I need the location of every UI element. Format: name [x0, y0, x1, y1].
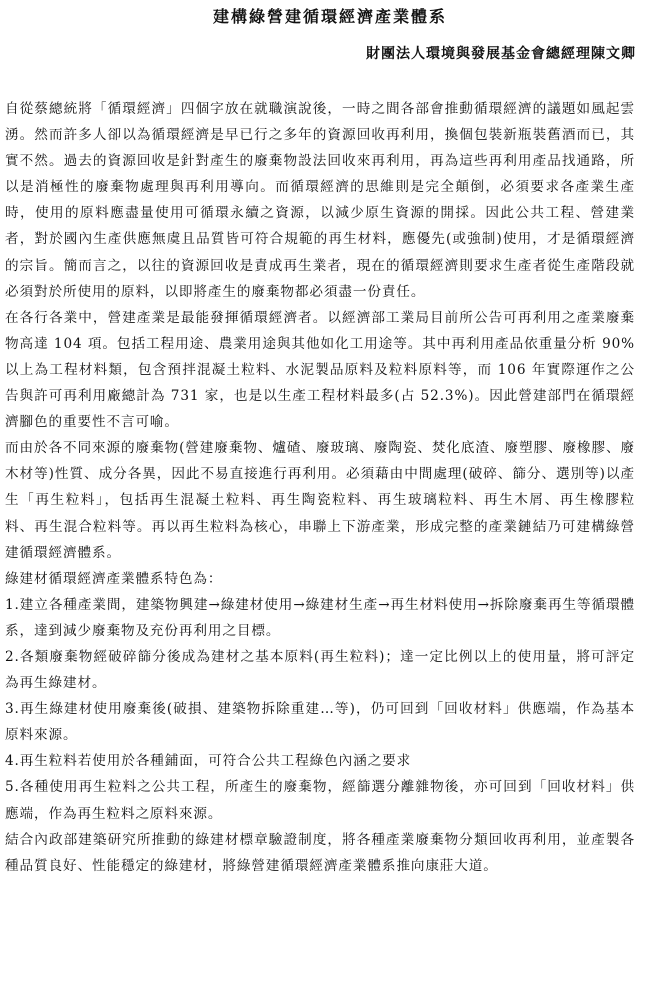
- document-body: [5, 96, 635, 879]
- paragraph-construction-industry: 在各行各業中，營建產業是最能發揮循環經濟者。以經濟部工業局目前所公告可再利用之產業廢棄物高達 104 項。包括工程用途、農業用途與其他如化工用途等。其中再利用產品依重量分析 90%以上為工程材料類，包含預拌混凝土粒料、水泥製品原料及粒料原料等，而 106 年實際運作之公告與許可再利用廠總計為 731 家，也是以生產工程材料最多(占 52.3%)。因此營建部門在循環經濟腳色的重要性不言可喻。: [5, 309, 635, 431]
- document-title: 建構綠營建循環經濟產業體系: [212, 7, 447, 26]
- list-item-2: 2.各類廢棄物經破碎篩分後成為建材之基本原料(再生粒料)；達一定比例以上的使用量，將可評定為再生綠建材。: [5, 648, 635, 692]
- paragraph-conclusion: 結合內政部建築研究所推動的綠建材標章驗證制度，將各種產業廢棄物分類回收再利用，並產製各種品質良好、性能穩定的綠建材，將綠營建循環經濟產業體系推向康莊大道。: [5, 831, 635, 874]
- list-item-5: 5.各種使用再生粒料之公共工程，所產生的廢棄物，經篩選分離雜物後，亦可回到「回收材料」供應端，作為再生粒料之原料來源。: [5, 779, 635, 822]
- author-line: 財團法人環境與發展基金會總經理陳文卿: [366, 46, 636, 62]
- list-item-1: 1.建立各種產業間，建築物興建→綠建材使用→綠建材生產→再生材料使用→拆除廢棄再生等循環體系，達到減少廢棄物及充份再利用之目標。: [5, 596, 635, 639]
- list-item-3: 3.再生綠建材使用廢棄後(破損、建築物拆除重建…等)，仍可回到「回收材料」供應端，作為基本原料來源。: [5, 701, 635, 744]
- paragraph-recycled-aggregate: 而由於各不同來源的廢棄物(營建廢棄物、爐碴、廢玻璃、廢陶瓷、焚化底渣、廢塑膠、廢橡膠、廢木材等)性質、成分各異，因此不易直接進行再利用。必須藉由中間處理(破碎、篩分、選別等)以產生「再生粒料」，包括再生混凝土粒料、再生陶瓷粒料、再生玻璃粒料、再生木屑、再生橡膠粒料、再生混合粒料等。再以再生粒料為核心，串聯上下游產業，形成完整的產業鏈結乃可建構綠營建循環經濟體系。: [5, 440, 635, 561]
- list-item-4: 4.再生粒料若使用於各種鋪面，可符合公共工程綠色內涵之要求: [5, 753, 412, 770]
- paragraph-intro: 自從蔡總統將「循環經濟」四個字放在就職演說後，一時之間各部會推動循環經濟的議題如風起雲湧。然而許多人卻以為循環經濟是早已行之多年的資源回收再利用，換個包裝新瓶裝舊酒而已，其實不然。過去的資源回收是針對產生的廢棄物設法回收來再利用，再為這些再利用產品找通路，所以是消極性的廢棄物處理與再利用導向。而循環經濟的思維則是完全顛倒，必須要求各產業生產時，使用的原料應盡量使用可循環永續之資源，以減少原生資源的開採。因此公共工程、營建業者，對於國內生產供應無虞且品質皆可符合規範的再生材料，應優先(或強制)使用，才是循環經濟的宗旨。簡而言之，以往的資源回收是責成再生業者，現在的循環經濟則要求生產者從生產階段就必須對於所使用的原料，以即將產生的廢棄物都必須盡一份責任。: [5, 101, 635, 300]
- paragraph-features-heading: 綠建材循環經濟產業體系特色為：: [5, 570, 223, 587]
